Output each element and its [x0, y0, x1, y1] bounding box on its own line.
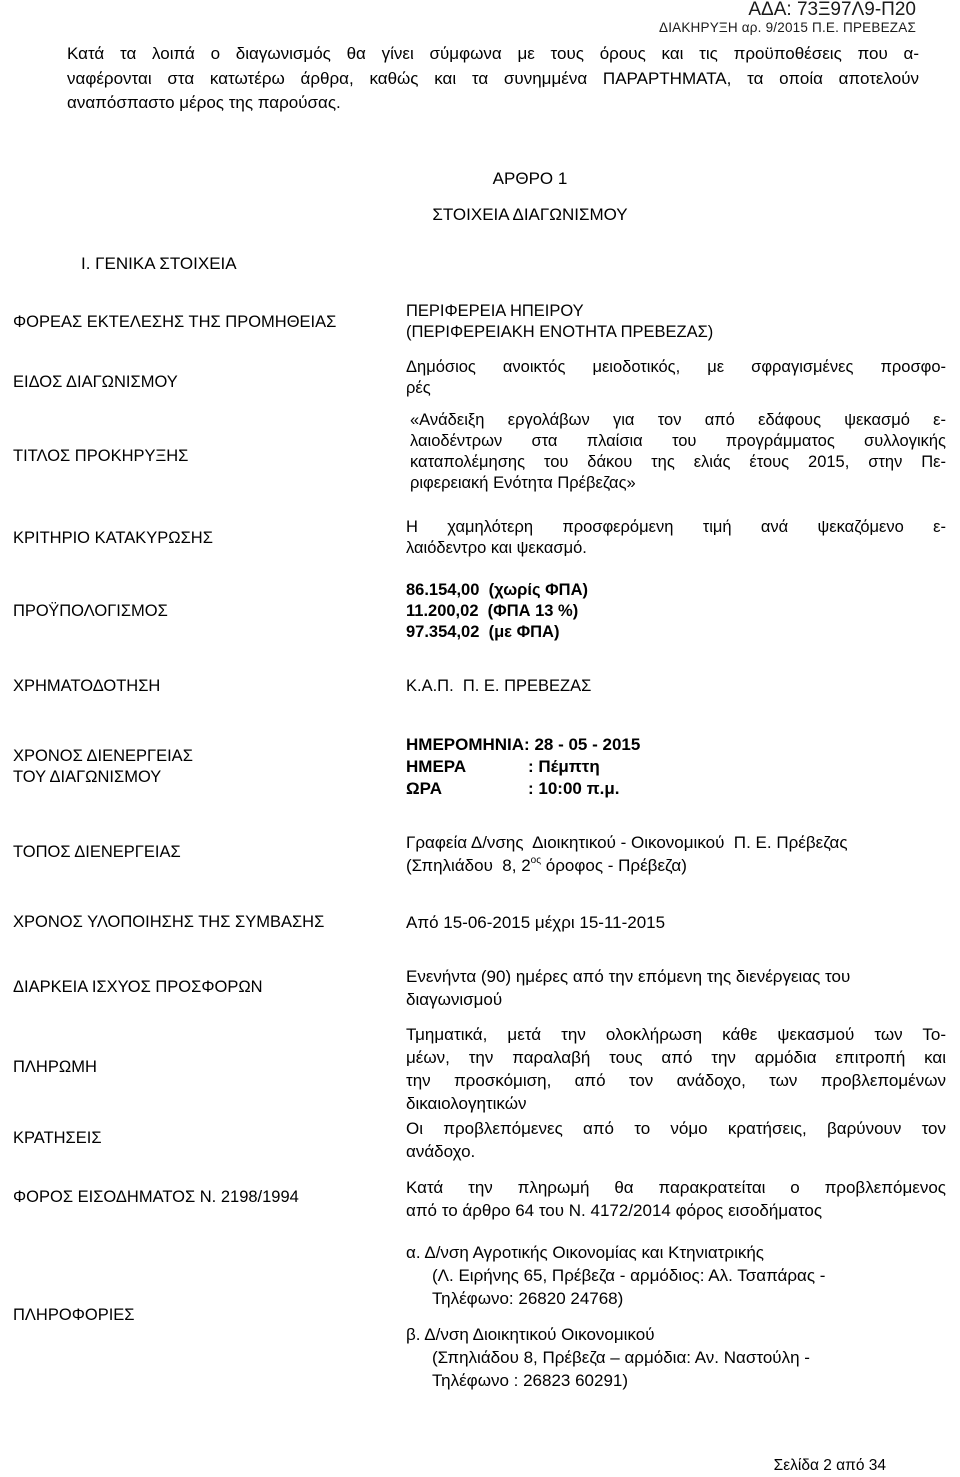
value-titlos-line4: ριφερειακή Ενότητα Πρέβεζας»	[410, 474, 636, 492]
label-pliromi: ΠΛΗΡΩΜΗ	[13, 1058, 97, 1076]
label-xronos-dienergeias	[13, 746, 193, 788]
value-diarkeia-line2: διαγωνισμού	[406, 990, 503, 1009]
day-key: ΗΜΕΡΑ	[406, 757, 467, 776]
value-topos-address: (Σπηλιάδου 8, 2	[406, 856, 531, 875]
label-xrimatodotisi: ΧΡΗΜΑΤΟΔΟΤΗΣΗ	[13, 677, 161, 695]
label-plirofories: ΠΛΗΡΟΦΟΡΙΕΣ	[13, 1306, 135, 1324]
contact-a-address: (Λ. Ειρήνης 65, Πρέβεζα - αρμόδιος: Αλ. Τσαπάρας -	[432, 1266, 826, 1285]
value-budget-gross: 97.354,02 (με ΦΠΑ)	[406, 623, 560, 641]
intro-paragraph	[67, 42, 919, 116]
value-foreas-line1: ΠΕΡΙΦΕΡΕΙΑ ΗΠΕΙΡΟΥ	[406, 302, 584, 320]
value-topos-sup: ος	[530, 855, 542, 866]
day-value: : Πέμπτη	[528, 757, 600, 776]
contact-a-phone: Τηλέφωνο: 26820 24768)	[432, 1289, 624, 1308]
time-key: ΩΡΑ	[406, 779, 442, 798]
value-eidos-line2: ρές	[406, 379, 431, 397]
value-topos-line1: Γραφεία Δ/νσης Διοικητικού - Οικονομικού Π. Ε. Πρέβεζας	[406, 833, 848, 852]
value-budget-net: 86.154,00 (χωρίς ΦΠΑ)	[406, 581, 588, 599]
value-titlos-line3: καταπολέμησης του δάκου της ελιάς έτους 2015, στην Πε-	[410, 453, 946, 471]
value-kratiseis	[406, 1117, 946, 1163]
value-kratiseis-line1: Οι προβλεπόμενες από το νόμο κρατήσεις, βαρύνουν τον	[406, 1119, 946, 1138]
contact-b-department: β. Δ/νση Διοικητικού Οικονομικού	[406, 1325, 655, 1344]
contact-b-phone: Τηλέφωνο : 26823 60291)	[432, 1371, 629, 1390]
label-diarkeia: ΔΙΑΡΚΕΙΑ ΙΣΧΥΟΣ ΠΡΟΣΦΟΡΩΝ	[13, 978, 263, 996]
value-diarkeia	[406, 965, 946, 1011]
section-title: Ι. ΓΕΝΙΚΑ ΣΤΟΙΧΕΙΑ	[81, 254, 237, 273]
value-plirofories	[406, 1241, 946, 1392]
value-kritirio-line2: λαιόδεντρο και ψεκασμό.	[406, 539, 587, 557]
value-foros-line2: από το άρθρο 64 του Ν. 4172/2014 φόρος εισοδήματος	[406, 1201, 823, 1220]
contact-b-address: (Σπηλιάδου 8, Πρέβεζα – αρμόδια: Αν. Ναστούλη -	[432, 1348, 810, 1367]
value-titlos-line2: λαιοδέντρων στα πλαίσια του προγράμματος συλλογικής	[410, 432, 946, 450]
label-proypologismos: ΠΡΟΫΠΟΛΟΓΙΣΜΟΣ	[13, 602, 168, 620]
article-number: ΑΡΘΡΟ 1	[492, 169, 568, 188]
value-xronos-dienergeias	[406, 734, 946, 800]
value-pliromi-line3: την προσκόμιση, από τον ανάδοχο, των προβλεπομένων	[406, 1071, 946, 1090]
value-proypologismos	[406, 580, 946, 643]
value-diarkeia-line1: Ενενήντα (90) ημέρες από την επόμενη της διενέργειας του	[406, 967, 851, 986]
page-number: Σελίδα 2 από 34	[773, 1457, 886, 1474]
value-eidos	[406, 357, 946, 399]
intro-line-1: Κατά τα λοιπά ο διαγωνισμός θα γίνει σύμφωνα με τους όρους και τις προϋποθέσεις που α-	[67, 44, 919, 63]
value-pliromi-line4: δικαιολογητικών	[406, 1094, 527, 1113]
value-titlos	[410, 410, 946, 494]
label-kritirio: ΚΡΙΤΗΡΙΟ ΚΑΤΑΚΥΡΩΣΗΣ	[13, 529, 213, 547]
value-foros	[406, 1176, 946, 1222]
value-foreas-line2: (ΠΕΡΙΦΕΡΕΙΑΚΗ ΕΝΟΤΗΤΑ ΠΡΕΒΕΖΑΣ)	[406, 323, 714, 341]
article-title: ΣΤΟΙΧΕΙΑ ΔΙΑΓΩΝΙΣΜΟΥ	[432, 205, 628, 224]
value-kritirio-line1: Η χαμηλότερη προσφερόμενη τιμή ανά ψεκαζόμενο ε-	[406, 518, 946, 536]
value-kritirio	[406, 517, 946, 559]
document-reference: ΔΙΑΚΗΡΥΞΗ αρ. 9/2015 Π.Ε. ΠΡΕΒΕΖΑΣ	[658, 20, 916, 35]
date-key: ΗΜΕΡΟΜΗΝΙΑ:	[406, 735, 530, 754]
label-foros: ΦΟΡΟΣ ΕΙΣΟΔΗΜΑΤΟΣ Ν. 2198/1994	[13, 1188, 299, 1206]
value-xrimatodotisi: Κ.Α.Π. Π. Ε. ΠΡΕΒΕΖΑΣ	[406, 677, 592, 695]
label-ylopoiisi: ΧΡΟΝΟΣ ΥΛΟΠΟΙΗΣΗΣ ΤΗΣ ΣΥΜΒΑΣΗΣ	[13, 913, 325, 931]
ada-code: ΑΔΑ: 73Ξ97Λ9-Π20	[748, 0, 916, 20]
value-foreas	[406, 301, 946, 343]
value-pliromi	[406, 1023, 946, 1115]
intro-line-3: αναπόσπαστο μέρος της παρούσας.	[67, 93, 341, 112]
value-budget-vat: 11.200,02 (ΦΠΑ 13 %)	[406, 602, 579, 620]
value-foros-line1: Κατά την πληρωμή θα παρακρατείται ο προβλεπόμενος	[406, 1178, 946, 1197]
label-xronos-line2: ΤΟΥ ΔΙΑΓΩΝΙΣΜΟΥ	[13, 768, 162, 786]
value-kratiseis-line2: ανάδοχο.	[406, 1142, 476, 1161]
label-kratiseis: ΚΡΑΤΗΣΕΙΣ	[13, 1129, 102, 1147]
intro-line-2: ναφέρονται στα κατωτέρω άρθρα, καθώς και τα συνημμένα ΠΑΡΑΡΤΗΜΑΤΑ, τα οποία αποτελούν	[67, 68, 919, 88]
value-eidos-line1: Δημόσιος ανοικτός μειοδοτικός, με σφραγισμένες προσφο-	[406, 358, 946, 376]
value-ylopoiisi: Από 15-06-2015 μέχρι 15-11-2015	[406, 913, 666, 932]
value-pliromi-line1: Τμηματικά, μετά την ολοκλήρωση κάθε ψεκασμού των Το-	[406, 1025, 946, 1044]
time-value: : 10:00 π.μ.	[528, 779, 620, 798]
value-topos-floor: όροφος - Πρέβεζα)	[541, 856, 687, 875]
value-topos	[406, 831, 946, 877]
label-topos: ΤΟΠΟΣ ΔΙΕΝΕΡΓΕΙΑΣ	[13, 843, 181, 861]
label-xronos-line1: ΧΡΟΝΟΣ ΔΙΕΝΕΡΓΕΙΑΣ	[13, 747, 193, 765]
value-titlos-line1: «Ανάδειξη εργολάβων για τον από εδάφους ψεκασμό ε-	[410, 411, 946, 429]
value-pliromi-line2: μέων, την παραλαβή τους από την αρμόδια επιτροπή και	[406, 1048, 946, 1067]
label-foreas: ΦΟΡΕΑΣ ΕΚΤΕΛΕΣΗΣ ΤΗΣ ΠΡΟΜΗΘΕΙΑΣ	[13, 313, 337, 331]
label-titlos: ΤΙΤΛΟΣ ΠΡΟΚΗΡΥΞΗΣ	[13, 447, 189, 465]
contact-a-department: α. Δ/νση Αγροτικής Οικονομίας και Κτηνιατρικής	[406, 1243, 764, 1262]
date-value: 28 - 05 - 2015	[534, 735, 641, 754]
label-eidos: ΕΙΔΟΣ ΔΙΑΓΩΝΙΣΜΟΥ	[13, 373, 178, 391]
